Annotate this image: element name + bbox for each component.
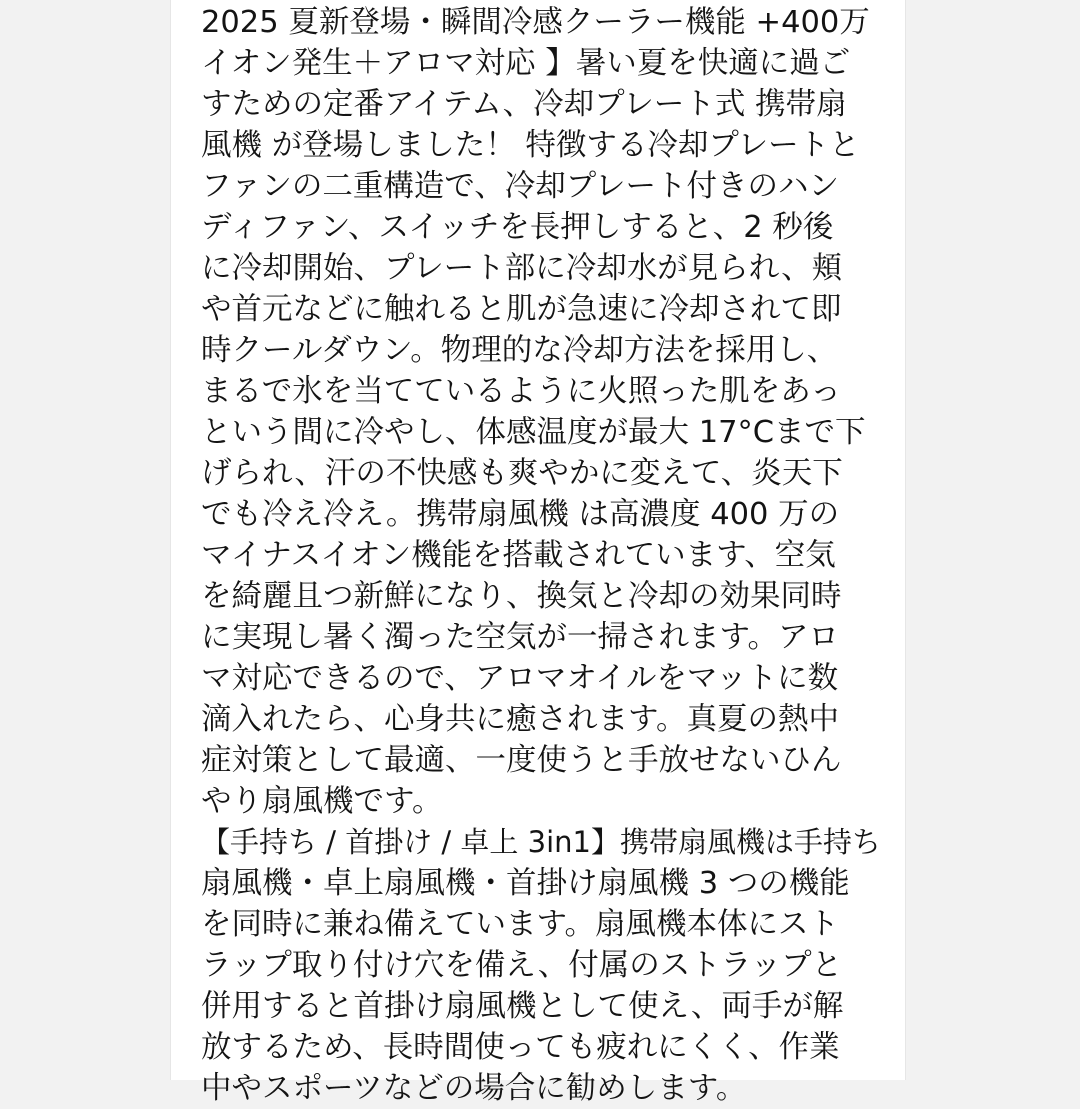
description-line: に実現し暑く濁った空気が一掃されます。アロ: [201, 620, 840, 655]
description-line: 扇風機・卓上扇風機・首掛け扇風機 3 つの機能: [201, 866, 850, 901]
description-line: 併用すると首掛け扇風機として使え、両手が解: [201, 989, 844, 1024]
description-line: マ対応できるので、アロマオイルをマットに数: [201, 661, 839, 696]
description-line: 【手持ち / 首掛け / 卓上 3in1】携帯扇風機は手持ち: [201, 825, 881, 859]
description-line: を同時に兼ね備えています。扇風機本体にスト: [201, 907, 840, 942]
description-line: やり扇風機です。: [201, 784, 443, 819]
description-line: 風機 が登場しました！ 特徴する冷却プレートと: [201, 128, 860, 163]
description-line: 時クールダウン。物理的な冷却方法を採用し、: [201, 333, 838, 368]
description-line: ディファン、スイッチを長押しすると、2 秒後: [201, 210, 834, 245]
description-line: 放するため、長時間使っても疲れにくく、作業: [201, 1030, 840, 1065]
description-line: 症対策として最適、一度使うと手放せないひん: [201, 743, 842, 778]
description-line: まるで氷を当てているように火照った肌をあっ: [201, 374, 841, 409]
description-line: に冷却開始、プレート部に冷却水が見られ、頬: [201, 251, 843, 286]
description-line: イオン発生＋アロマ対応 】暑い夏を快適に過ご: [201, 46, 851, 81]
description-line: ラップ取り付け穴を備え、付属のストラップと: [201, 948, 843, 983]
description-line: すための定番アイテム、冷却プレート式 携帯扇: [201, 87, 847, 122]
description-line: 2025 夏新登場・瞬間冷感クーラー機能 +400万: [201, 5, 870, 40]
description-line: 滴入れたら、心身共に癒されます。真夏の熱中: [201, 702, 840, 737]
description-line: を綺麗且つ新鮮になり、換気と冷却の効果同時: [201, 579, 842, 614]
description-line: 中やスポーツなどの場合に勧めします。: [201, 1071, 747, 1106]
description-line: や首元などに触れると肌が急速に冷却されて即: [201, 292, 842, 327]
description-panel: [170, 0, 906, 1106]
description-line: でも冷え冷え。携帯扇風機 は高濃度 400 万の: [201, 497, 840, 532]
description-line: げられ、汗の不快感も爽やかに変えて、炎天下: [201, 456, 843, 491]
description-line: という間に冷やし、体感温度が最大 17°Cまで下: [201, 415, 866, 450]
description-line: ファンの二重構造で、冷却プレート付きのハン: [201, 169, 840, 204]
product-description: [201, 2, 881, 1109]
description-line: マイナスイオン機能を搭載されています、空気: [201, 538, 836, 573]
